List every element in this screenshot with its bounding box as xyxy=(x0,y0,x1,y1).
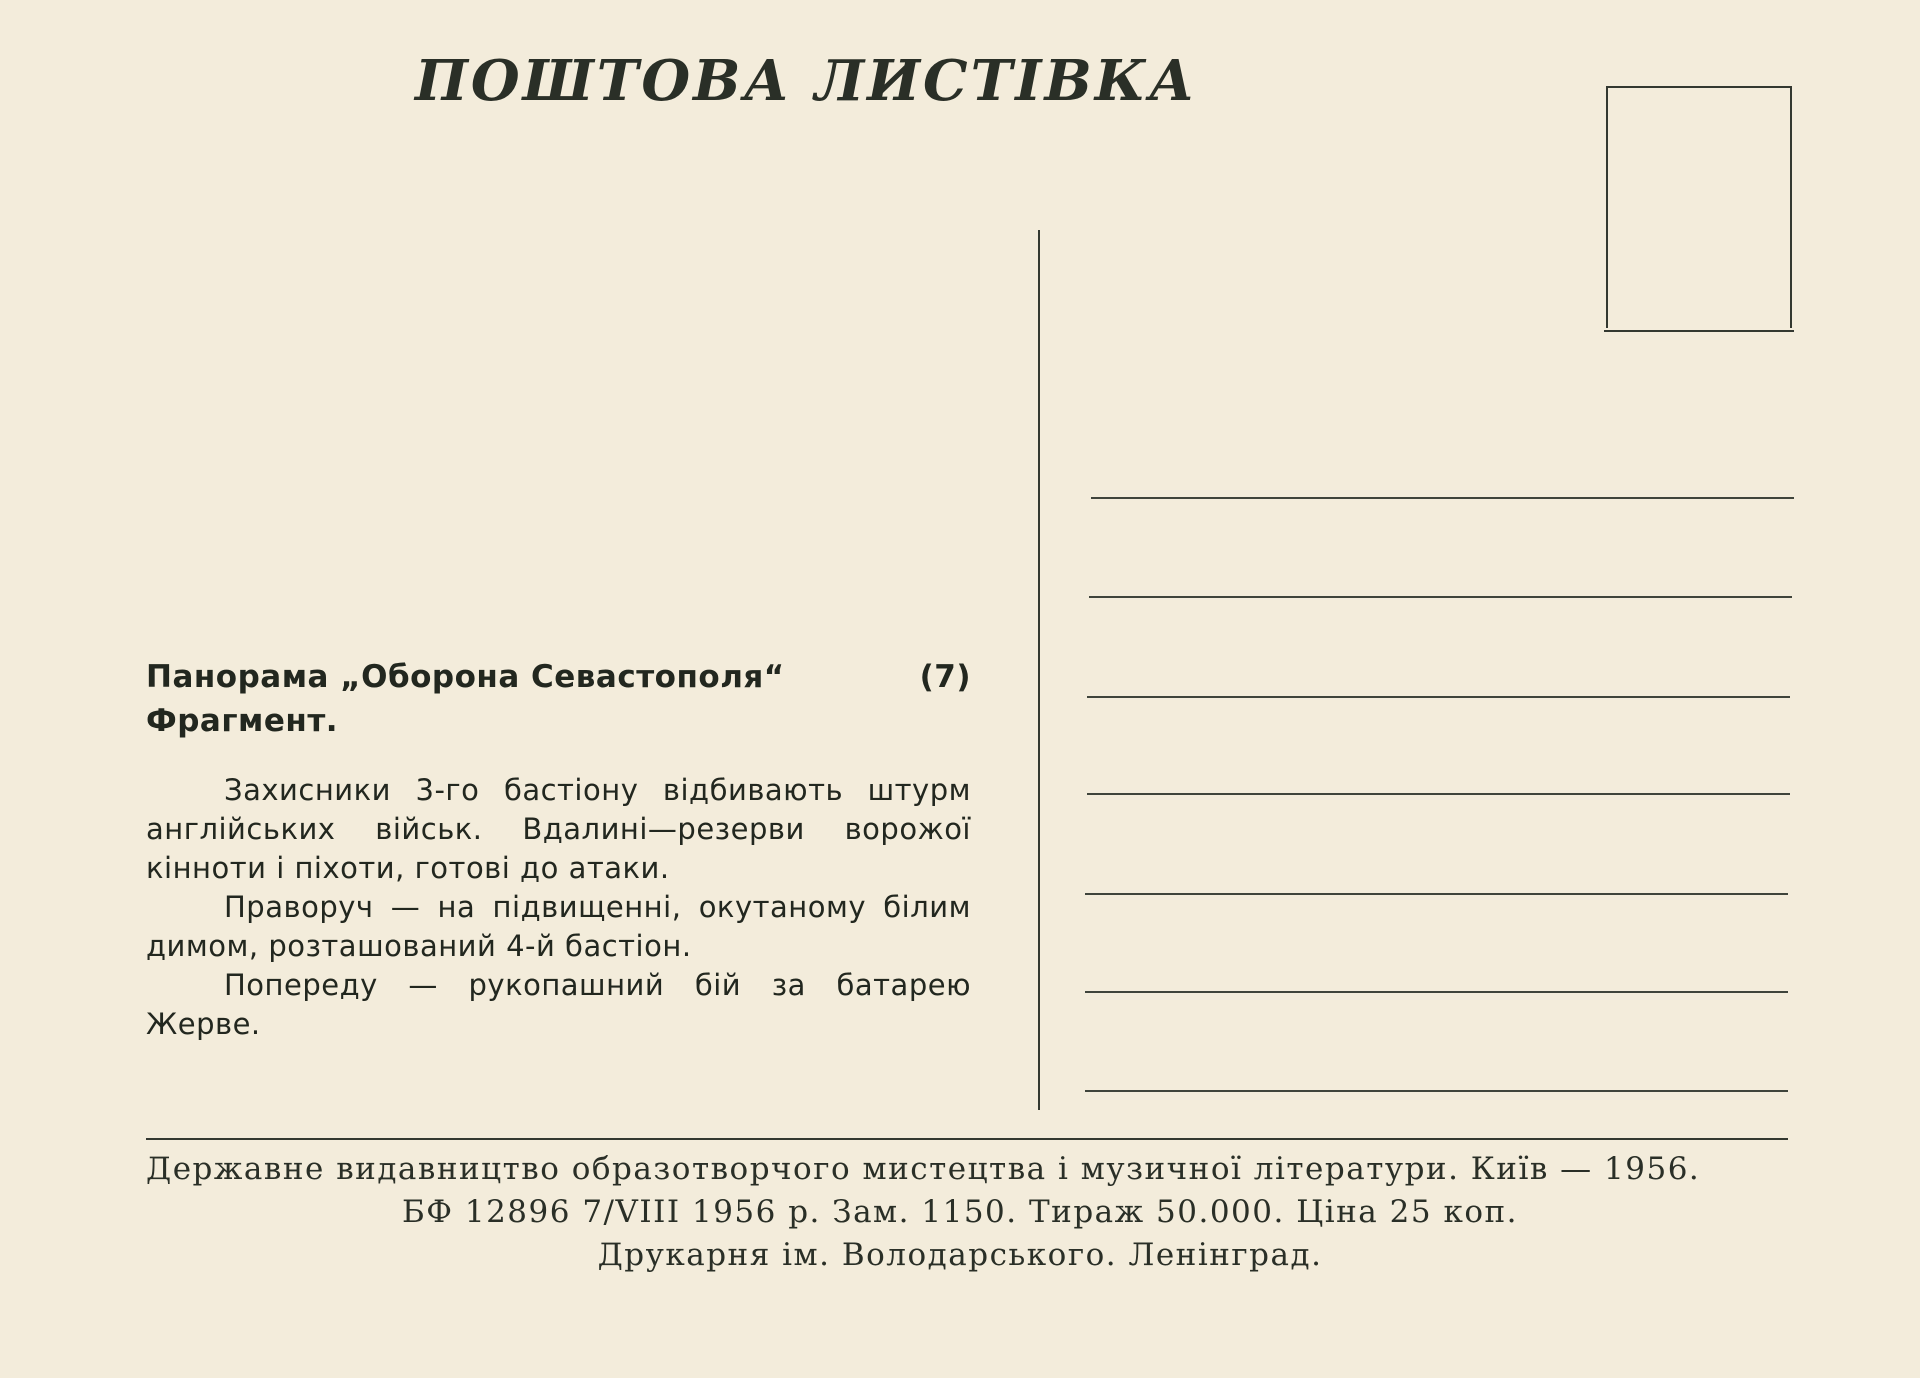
publisher-imprint xyxy=(0,1148,1920,1277)
caption-paragraph: Праворуч — на підвищенні, окутаному білим димом, розташований 4-й бастіон. xyxy=(146,890,971,963)
bottom-rule xyxy=(146,1138,1788,1140)
address-line xyxy=(1087,696,1790,698)
caption-paragraph: Попереду — рукопашний бій за батарею Жерве. xyxy=(146,968,971,1041)
imprint-line-printer: Друкарня ім. Володарського. Ленінград. xyxy=(597,1237,1323,1273)
address-line xyxy=(1085,1090,1788,1092)
address-line xyxy=(1087,793,1790,795)
address-line xyxy=(1085,991,1788,993)
caption-body xyxy=(146,771,971,1044)
caption-paragraph: Захисники 3-го бастіону відбивають штурм англійських військ. Вдалині—резерви ворожої кінноти і піхоти, готові до атаки. xyxy=(146,773,971,885)
caption-title-row xyxy=(146,655,971,699)
caption-subtitle: Фрагмент. xyxy=(146,703,339,739)
caption-title: Панорама „Оборона Севастополя“ xyxy=(146,659,785,695)
caption-block xyxy=(146,655,971,1044)
stamp-box xyxy=(1606,86,1792,328)
address-line xyxy=(1091,497,1794,499)
address-line xyxy=(1085,893,1788,895)
address-line xyxy=(1089,596,1792,598)
caption-number: (7) xyxy=(919,659,971,695)
vertical-divider xyxy=(1038,230,1040,1110)
imprint-line-publisher: Державне видавництво образотворчого мистецтва і музичної літератури. Київ — 1956. xyxy=(146,1151,1701,1187)
postcard-header-title: ПОШТОВА ЛИСТІВКА xyxy=(415,48,1198,114)
imprint-line-print-details: БФ 12896 7/VIII 1956 р. Зам. 1150. Тираж 50.000. Ціна 25 коп. xyxy=(401,1194,1518,1230)
